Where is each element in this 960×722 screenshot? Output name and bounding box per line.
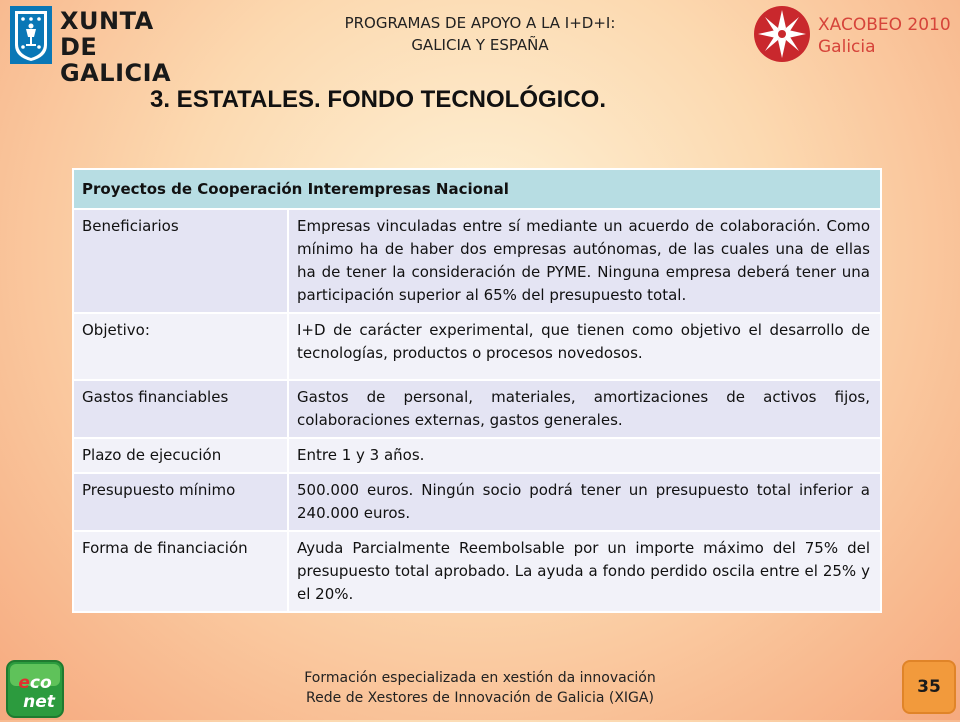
table-row	[73, 313, 881, 380]
xacobeo-emblem-icon	[752, 4, 812, 64]
xacobeo-logo-text	[818, 14, 958, 58]
header-title-line1: PROGRAMAS DE APOYO A LA I+D+I:	[344, 14, 616, 32]
xacobeo-logo-line1: XACOBEO 2010	[818, 15, 951, 35]
xunta-logo	[10, 6, 190, 87]
row-label-beneficiarios: Beneficiarios	[73, 209, 288, 313]
row-value-beneficiarios: Empresas vinculadas entre sí mediante un acuerdo de colaboración. Como mínimo ha de haber dos empresas autónomas, de las cuales una de ellas ha de tener la consideración de PYME. Ninguna empresa deberá tener una participación superior al 65% del presupuesto total.	[288, 209, 881, 313]
table-row	[73, 380, 881, 438]
row-label-presupuesto: Presupuesto mínimo	[73, 473, 288, 531]
svg-text:net: net	[23, 692, 55, 712]
table-row	[73, 438, 881, 473]
row-value-presupuesto: 500.000 euros. Ningún socio podrá tener un presupuesto total inferior a 240.000 euros.	[288, 473, 881, 531]
table-header-row	[73, 169, 881, 209]
xacobeo-logo-line2: Galicia	[818, 37, 876, 57]
table-row	[73, 473, 881, 531]
footer-line1: Formación especializada en xestión da innovación	[304, 670, 656, 686]
table-row	[73, 531, 881, 612]
xunta-shield-icon	[10, 6, 52, 64]
header-title	[280, 12, 680, 56]
header-title-line2: GALICIA Y ESPAÑA	[411, 36, 549, 54]
footer-line2: Rede de Xestores de Innovación de Galicia (XIGA)	[306, 690, 654, 706]
row-value-gastos: Gastos de personal, materiales, amortizaciones de activos fijos, colaboraciones externas, gastos generales.	[288, 380, 881, 438]
table-row	[73, 209, 881, 313]
row-label-plazo: Plazo de ejecución	[73, 438, 288, 473]
row-label-objetivo: Objetivo:	[73, 313, 288, 380]
xunta-logo-line2: DE GALICIA	[60, 33, 172, 87]
page-number-badge: 35	[902, 660, 956, 714]
svg-text:eco: eco	[18, 673, 52, 693]
slide-title: 3. ESTATALES. FONDO TECNOLÓGICO.	[150, 86, 607, 113]
econet-logo-icon	[6, 660, 64, 718]
table-header	[73, 169, 881, 209]
row-value-plazo: Entre 1 y 3 años.	[288, 438, 881, 473]
row-label-forma: Forma de financiación	[73, 531, 288, 612]
row-label-gastos: Gastos financiables	[73, 380, 288, 438]
row-value-forma: Ayuda Parcialmente Reembolsable por un importe máximo del 75% del presupuesto total aprobado. La ayuda a fondo perdido oscila entre el 25% y el 20%.	[288, 531, 881, 612]
footer-text	[230, 668, 730, 708]
xacobeo-logo	[752, 4, 952, 68]
table-header-text: Proyectos de Cooperación Interempresas Nacional	[82, 180, 509, 198]
info-table	[72, 168, 882, 613]
xunta-logo-text	[60, 8, 200, 86]
row-value-objetivo: I+D de carácter experimental, que tienen como objetivo el desarrollo de tecnologías, productos o procesos novedosos.	[288, 313, 881, 380]
xunta-logo-line1: XUNTA	[60, 7, 154, 35]
